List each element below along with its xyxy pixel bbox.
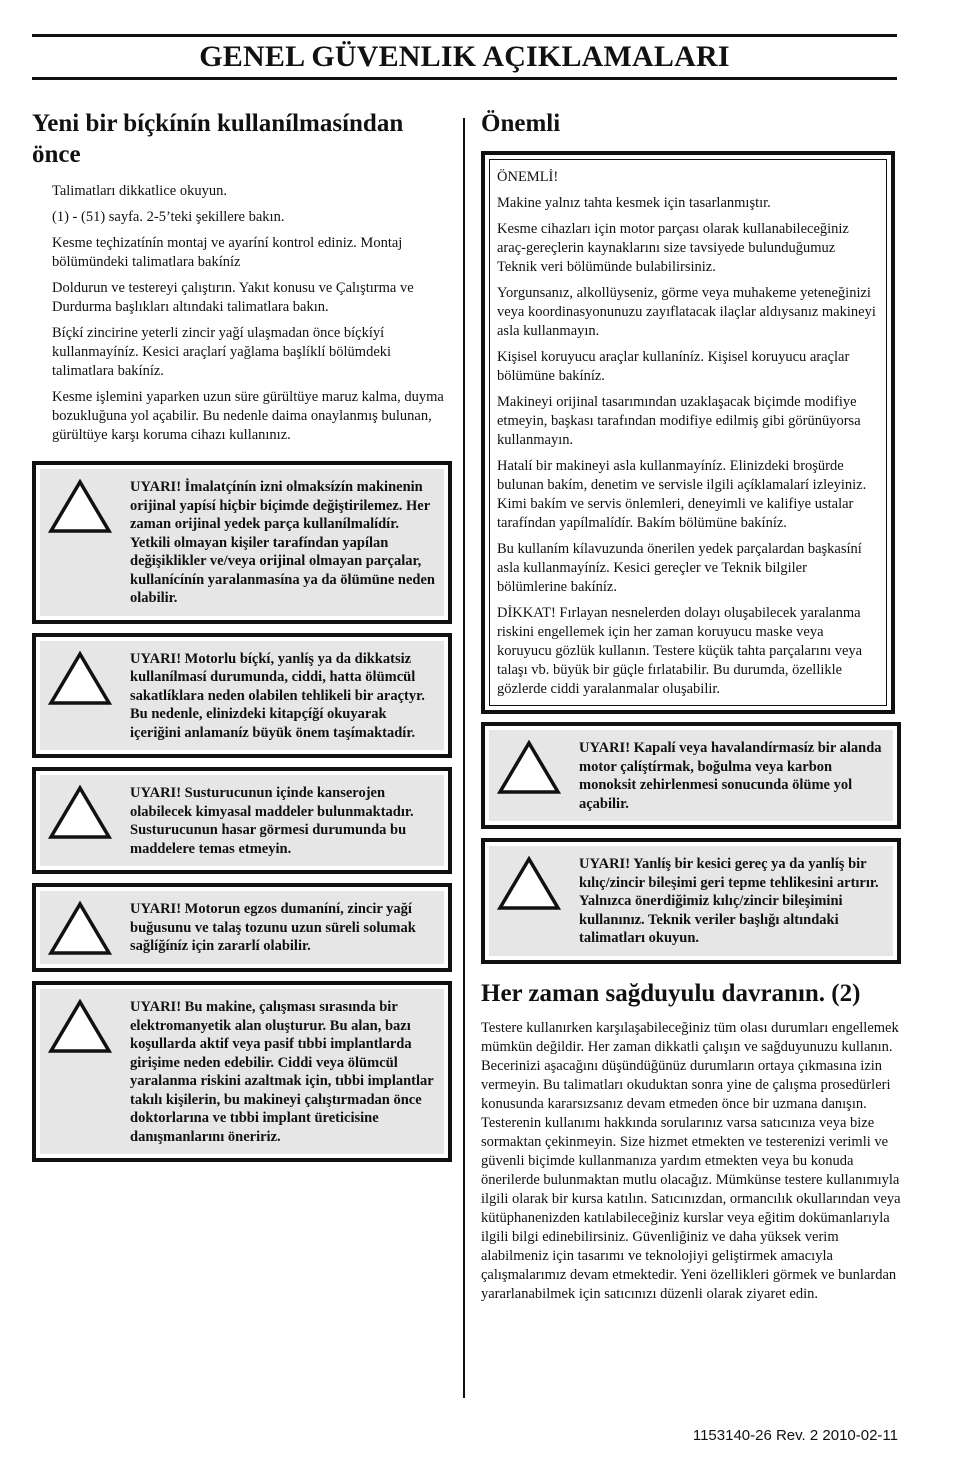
intro-paragraph: Talimatları dikkatlice okuyun. [52,183,227,199]
section-heading-common-sense: Her zaman sağduyulu davranın. (2) [481,979,861,1007]
warning-text: UYARI! Yanlíş bir kesici gereç ya da yanlíş bir kılıç/zincir bileşimi geri tepme tehlikesini artırır. Yalnızca önerdiğimiz kılıç/zincir bileşimini kullanınız. Teknik veriler başlığı altındaki talimatları okuyun. [579,856,879,946]
notice-paragraph: DİKKAT! Fırlayan nesnelerden dolayı oluşabilecek yaralanma riskini engellemek için her zaman koruyucu maske veya koruyucu gözlük kullanın. Testere küçük tahta parçalarını veya talaşı vb. büyük bir güçle fırlatabilir. Bu durumda, özellikle gözlerde ciddi yaralanmalar oluşabilir. [497,605,863,697]
intro-paragraph: (1) - (51) sayfa. 2-5’teki şekillere bakın. [52,209,285,225]
warning-box [32,633,452,759]
intro-paragraph: Bíçkí zincirine yeterli zincir yağí ulaşmadan önce bíçkíyí kullanmayíníz. Kesici araçlarí yağlama başlíklí bölümdeki talimatlara bakíníz. [52,325,392,379]
notice-paragraph: Yorgunsanız, alkollüyseniz, görme veya muhakeme yeteneğinizi veya koordinasyonunuzu zayıflatacak ilaçlar aldıysanız makineyi asla kullanmayın. [497,285,876,339]
notice-paragraph: Makine yalnız tahta kesmek için tasarlanmıştır. [497,195,771,211]
right-column [481,108,901,1304]
warning-triangle-icon [48,900,112,956]
important-notice-box [481,151,895,714]
warning-box [32,767,452,874]
warning-text: UYARI! Bu makine, çalışması sırasında bir elektromanyetik alan oluşturur. Bu alan, bazı koşullarda aktif veya pasif tıbbi implantlarda girişime neden edebilir. Ciddi veya ölümcül yaralanma riskini azaltmak için, tıbbi implantlar takılı kişilerin, bu makineyi çalıştırmadan önce doktorlarına ve tıbbi implant üreticisine danışmanlarını öneririz. [130,999,434,1145]
common-sense-body: Testere kullanırken karşılaşabileceğiniz tüm olası durumları engellemek mümkün değildir. Her zaman dikkatli çalışın ve sağduyunuzu kullanın. Becerinizi aşacağını düşündüğünüz durumların ortaya çıkmasına izin vermeyin. Bu talimatları okuduktan sonra yine de çalışma prosedürleri konusunda kararsızsanız devam etmeden önce bir uzmana danışın. Testerenin kullanımı hakkında sorularınız varsa satıcınıza veya bize sormaktan çekinmeyin. Size hizmet etmekten ve testerenizi verimli ve güvenli biçimde kullanmanıza yardım etmekten veya bu konuda önerilerde bulunmaktan mutlu olacağız. Mümkünse testere kullanımıyla ilgili olarak bir kursa katılın. Satıcınızdan, ormancılık okullarından veya kütüphanenizden katılabileceğiniz kurslar veya eğitim dokümanlarıyla ilgili bilgi edinebilirsiniz. Güvenliğiniz ve daha yüksek verim alabilmeniz için tasarımı ve teknolojiyi geliştirmek amacıyla çalışmalarımız devam etmektedir. Yeni özellikleri görmek ve bunlardan yararlanabilmek için satıcınızı düzenli olarak ziyaret edin. [481,1019,901,1302]
notice-paragraph: Makineyi orijinal tasarımından uzaklaşacak biçimde modifiye etmeyin, başkası tarafından modifiye edilmiş gibi görünüyorsa kullanmayın. [497,394,861,448]
intro-paragraph: Kesme teçhizatínín montaj ve ayaríní kontrol ediniz. Montaj bölümündeki talimatlara bakíníz [52,235,403,270]
warning-text: UYARI! İmalatçínín izni olmaksízín makinenin orijinal yapísí hiçbir biçimde değiştirilemez. Her zaman orijinal yedek parça kullanílmalídír. Yetkili olmayan kişiler tarafíndan yapílan değişiklikler ve/veya orijinal olmayan parçalar, kullanícínín yaralanmasína ya da ölümüne neden olabilir. [130,479,435,606]
warning-box [481,838,901,964]
page-title: GENEL GÜVENLIK AÇIKLAMALARI [199,40,730,73]
page-header [32,34,897,80]
column-divider [463,118,465,1398]
warning-triangle-icon [48,784,112,840]
warning-triangle-icon [497,855,561,911]
notice-paragraph: Kesme cihazları için motor parçası olarak kullanabileceğiniz araç-gereçlerin kaynaklarını size tavsiyede bulunduğumuz Teknik veri bölümünde bulabilirsiniz. [497,221,849,275]
warning-triangle-icon [497,739,561,795]
left-column [32,108,452,1171]
warning-text: UYARI! Susturucunun içinde kanserojen olabilecek kimyasal maddeler bulunmaktadır. Susturucunun hasar görmesi durumunda bu maddelere temas etmeyin. [130,785,414,857]
notice-paragraph: ÖNEMLİ! [497,169,559,185]
section-heading-before-use: Yeni bir bíçkínín kullanílmasíndan önce [32,110,404,168]
intro-paragraphs [32,182,452,445]
warning-text: UYARI! Kapalí veya havalandírmasíz bir alanda motor çalíştírmak, boğulma veya karbon monoksit zehirlenmesi sonucunda ölüme yol açabilir. [579,740,882,812]
warning-triangle-icon [48,650,112,706]
warning-triangle-icon [48,478,112,534]
notice-paragraph: Kişisel koruyucu araçlar kullaníníz. Kişisel koruyucu araçlar bölümüne bakíníz. [497,349,850,384]
intro-paragraph: Kesme işlemini yaparken uzun süre gürültüye maruz kalma, duyma bozukluğuna yol açabilir. Bu nedenle daima onaylanmış bulunan, gürültüye karşı koruma cihazı kullanınız. [52,389,444,443]
warning-box [481,722,901,829]
notice-paragraph: Bu kullaním kílavuzunda önerilen yedek parçalardan başkasíní asla kullanmayíníz. Kesici gereçler ve Teknik bilgiler bölümlerine bakíníz. [497,541,862,595]
warning-text: UYARI! Motorlu bíçkí, yanlíş ya da dikkatsiz kullanílmasí durumunda, ciddi, hatta ölümcül sakatlíklara neden olabilen tehlikeli bir araçtyr. Bu nedenle, elinizdeki kitapçíğí okuyarak içeriğini anlamaníz büyük önem taşímaktadír. [130,650,425,741]
warning-text: UYARI! Motorun egzos dumaníní, zincir yağí buğusunu ve talaş tozunu uzun süreli solumak sağlíğíníz için zararlí olabilir. [130,901,416,954]
warning-box [32,981,452,1162]
warning-box [32,883,452,972]
notice-paragraph: Hatalí bir makineyi asla kullanmayíníz. Elinizdeki broşürde bulunan bakím, denetim ve servisle ilgili açíklamalarí izleyiniz. Kimi bakím ve servis önlemleri, deneyimli ve kalifiye ustalar tarafíndan yapílmalídír. Bakím bölümüne bakíníz. [497,458,867,531]
warning-box [32,461,452,624]
warning-triangle-icon [48,998,112,1054]
section-heading-important: Önemli [481,110,561,137]
document-id: 1153140-26 Rev. 2 2010-02-11 [692,1427,898,1444]
intro-paragraph: Doldurun ve testereyi çalıştırın. Yakıt konusu ve Çalıştırma ve Durdurma başlıkları altındaki talimatlara bakın. [52,280,414,315]
